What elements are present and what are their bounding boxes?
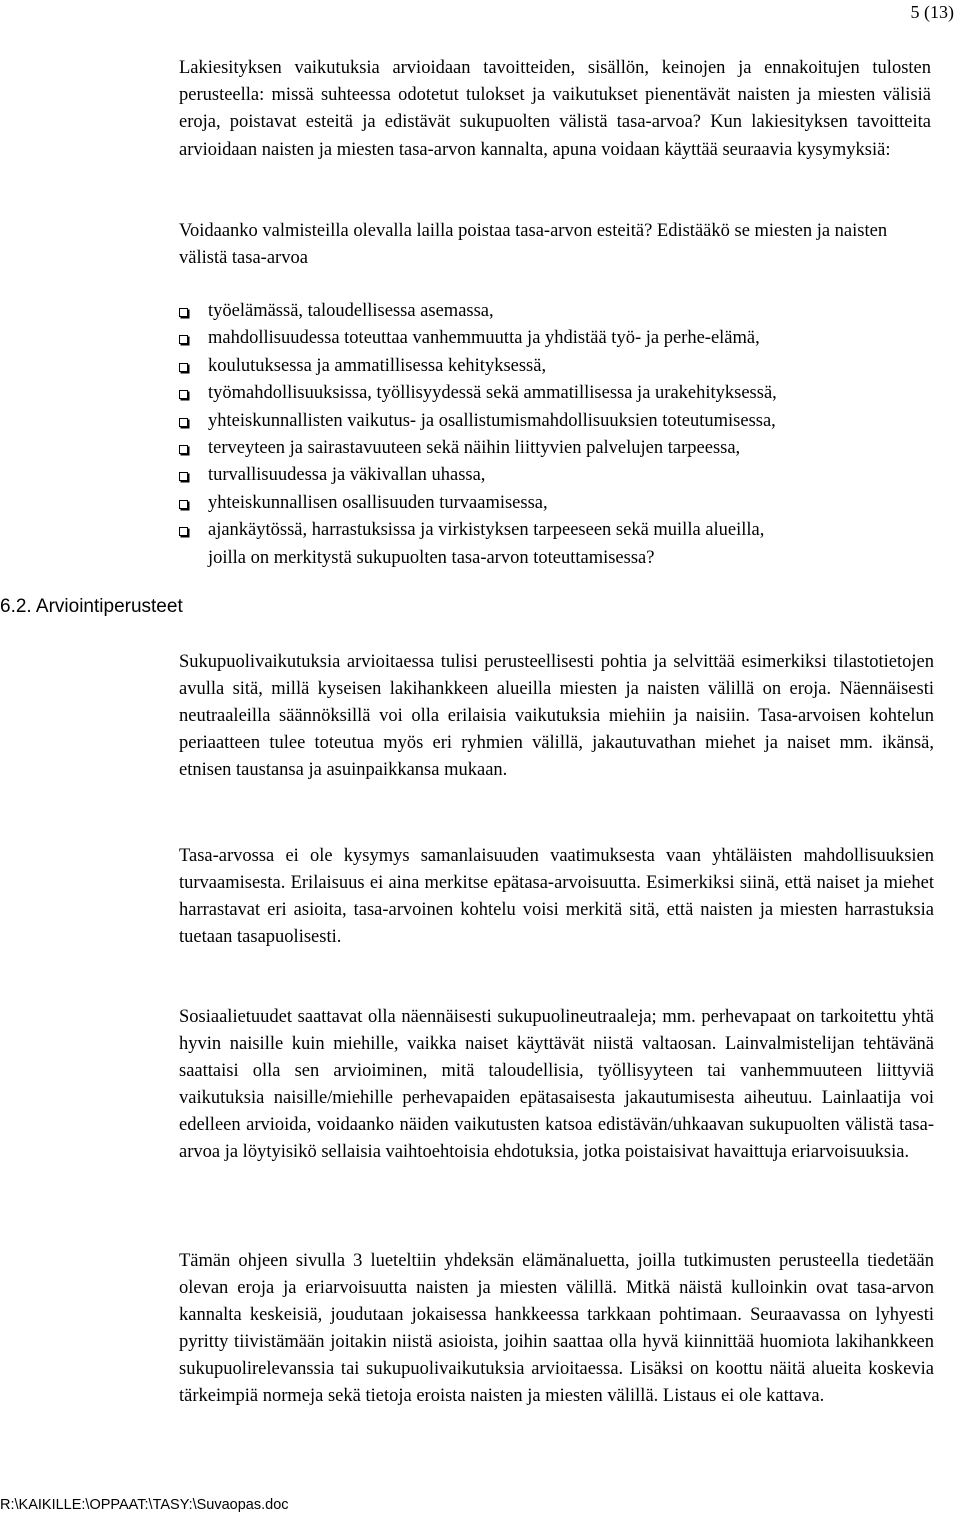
checklist-item — [179, 490, 939, 517]
checklist-item — [179, 462, 939, 489]
checklist-item-label: työelämässä, taloudellisessa asemassa, — [208, 301, 494, 321]
body-paragraph: Sosiaalietuudet saattavat olla näennäisesti sukupuolineutraaleja; mm. perhevapaat on tarkoitettu yhtä hyvin naisille kuin miehille, vaikka naiset käyttävät niistä valtaosan. Lainvalmistelijan tehtävänä saattaisi olla sen arvioiminen, mitä taloudellisia, työllisyyteen tai vanhemmuuteen liittyviä vaikutuksia naisille/miehille perhevapaiden epätasaisesta jakautumisesta aiheutuu. Lainlaatija voi edelleen arvioida, voidaanko näiden vaikutusten katsoa edistävän/uhkaavan sukupuolten välistä tasa-arvoa ja löytyisikö sellaisia vaihtoehtoisia ehdotuksia, jotka poistaisivat havaittuja eriarvoisuuksia. — [179, 1007, 934, 1163]
checklist — [179, 298, 939, 572]
checklist-item — [179, 298, 939, 325]
checklist-item — [179, 353, 939, 380]
checklist-item — [179, 408, 939, 435]
body-paragraph: Tasa-arvossa ei ole kysymys samanlaisuuden vaatimuksesta vaan yhtäläisten mahdollisuuksien turvaamisesta. Erilaisuus ei aina merkitse epätasa-arvoisuutta. Esimerkiksi siinä, että naiset ja miehet harrastavat eri asioita, tasa-arvoinen kohtelu voisi merkitä sitä, että naisten ja miesten harrastuksia tuetaan tasapuolisesti. — [179, 846, 934, 948]
checklist-item-label: mahdollisuudessa toteuttaa vanhemmuutta ja yhdistää työ- ja perhe-elämä, — [208, 328, 760, 349]
checkbox-icon — [179, 335, 188, 344]
checklist-item — [179, 325, 939, 352]
page-number: 5 (13) — [910, 2, 954, 22]
question-paragraph: Voidaanko valmisteilla olevalla lailla poistaa tasa-arvon esteitä? Edistääkö se miesten ja naisten välistä tasa-arvoa — [179, 221, 888, 269]
body-paragraph: Sukupuolivaikutuksia arvioitaessa tulisi perusteellisesti pohtia ja selvittää esimerkiksi tilastotietojen avulla sitä, millä kyseisen lakihankkeen alueilla miesten ja naisten välillä on eroja. Näennäisesti neutraaleilla säännöksillä voi olla erilaisia vaikutuksia miehiin ja naisiin. Tasa-arvoisen kohtelun periaatteen tulee toteutua myös eri ryhmien välillä, jakautuvathan miehet ja naiset mm. ikänsä, etnisen taustansa ja asuinpaikkansa mukaan. — [179, 652, 934, 781]
checkbox-icon — [179, 472, 188, 481]
checkbox-icon — [179, 500, 188, 509]
intro-paragraph: Lakiesityksen vaikutuksia arvioidaan tavoitteiden, sisällön, keinojen ja ennakoitujen tulosten perusteella: missä suhteessa odotetut tulokset ja vaikutukset pienentävät naisten ja miesten välisiä eroja, poistavat esteitä ja edistävät sukupuolten välistä tasa-arvoa? Kun lakiesityksen tavoitteita arvioidaan naisten ja miesten tasa-arvon kannalta, apuna voidaan käyttää seuraavia kysymyksiä: — [179, 58, 931, 160]
checkbox-icon — [179, 308, 188, 317]
checkbox-icon — [179, 418, 188, 427]
checklist-item-label: yhteiskunnallisen osallisuuden turvaamisessa, — [208, 492, 548, 513]
checklist-item-label: ajankäytössä, harrastuksissa ja virkistyksen tarpeeseen sekä muilla alueilla, — [208, 520, 765, 541]
checklist-item-label: yhteiskunnallisten vaikutus- ja osallistumismahdollisuuksien toteutumisessa, — [208, 410, 776, 431]
checklist-item-label: turvallisuudessa ja väkivallan uhassa, — [208, 465, 486, 486]
checklist-item-label: terveyteen ja sairastavuuteen sekä näihin liittyvien palvelujen tarpeessa, — [208, 438, 741, 459]
checklist-item-continuation: joilla on merkitystä sukupuolten tasa-arvon toteuttamisessa? — [208, 547, 655, 568]
footer-file-path: R:\KAIKILLE:\OPPAAT:\TASY:\Suvaopas.doc — [0, 1497, 289, 1513]
checklist-item-label: koulutuksessa ja ammatillisessa kehityksessä, — [208, 355, 547, 376]
section-heading: 6.2. Arviointiperusteet — [0, 596, 183, 617]
checklist-item-label: työmahdollisuuksissa, työllisyydessä sekä ammatillisessa ja urakehityksessä, — [208, 383, 777, 404]
checkbox-icon — [179, 390, 188, 399]
body-paragraph: Tämän ohjeen sivulla 3 lueteltiin yhdeksän elämänaluetta, joilla tutkimusten perusteella tiedetään olevan eroja ja eriarvoisuutta naisten ja miesten välillä. Mitkä näistä kulloinkin ovat tasa-arvon kannalta keskeisiä, joudutaan jokaisessa hankkeessa tarkkaan pohtimaan. Seuraavassa on lyhyesti pyritty tiivistämään joitakin niistä asioista, joihin saattaa olla hyvä kiinnittää huomiota lakihankkeen sukupuolirelevanssia tai sukupuolivaikutuksia arvioitaessa. Lisäksi on koottu näitä alueita koskevia tärkeimpiä normeja sekä tietoja eroista naisten ja miesten välillä. Listaus ei ole kattava. — [179, 1251, 934, 1407]
checklist-item — [179, 380, 939, 407]
checklist-item — [179, 517, 939, 544]
checkbox-icon — [179, 363, 188, 372]
checklist-item — [179, 435, 939, 462]
checkbox-icon — [179, 527, 188, 536]
checkbox-icon — [179, 445, 188, 454]
